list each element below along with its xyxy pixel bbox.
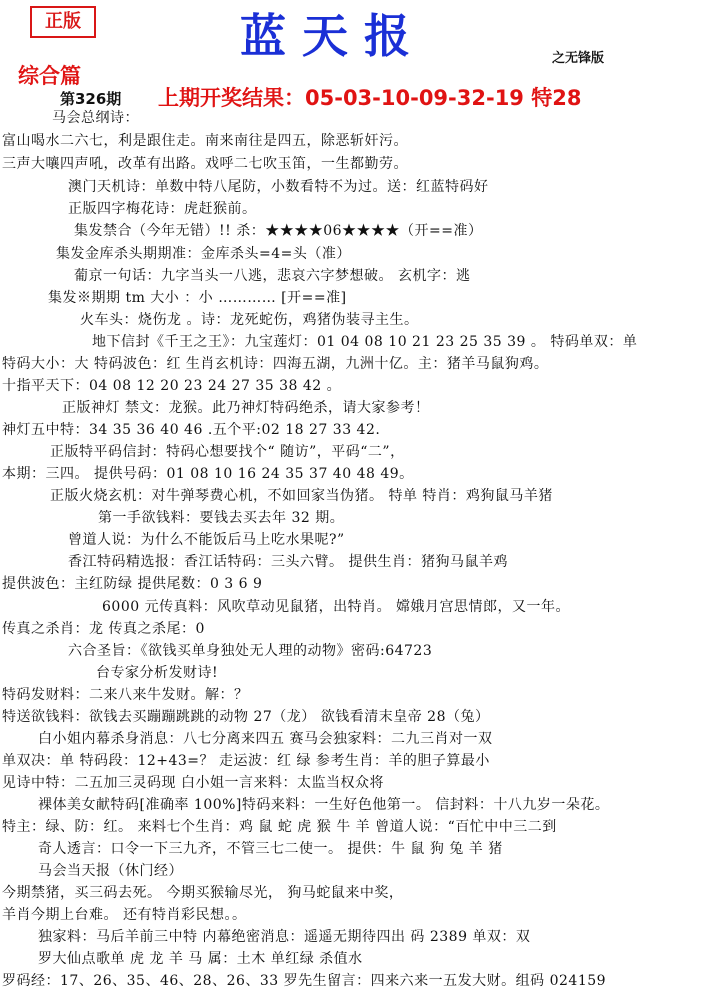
text-line: 三声大嚷四声吼，改革有出路。戏呼二七吹玉笛，一生都勤劳。 [2, 156, 408, 172]
text-line: 香江特码精选报：香江话特码：三头六臂。 提供生肖：猪狗马鼠羊鸡 [68, 554, 508, 570]
text-line: 单双决：单 特码段：12+43=？ 走运波：红 绿 参考生肖：羊的胆子算最小 [2, 753, 490, 769]
text-line: 集发※期期 tm 大小 ：小 ………… [开==准] [48, 290, 347, 306]
text-line: 十指平天下：04 08 12 20 23 24 27 35 38 42 。 [2, 378, 342, 394]
text-line: 六合圣旨：《欲钱买单身独处无人理的动物》密码:64723 [68, 643, 433, 659]
text-line: 正版特平码信封：特码心想要找个“ 随访”，平码“二”， [50, 444, 405, 460]
text-line: 葡京一句话：九字当头一八逃，悲哀六字梦想破。 玄机字：逃 [74, 268, 471, 284]
section-title: 综合篇 [18, 64, 81, 88]
text-line: 传真之杀肖：龙 传真之杀尾：0 [2, 621, 205, 637]
text-line: 罗码经：17、26、35、46、28、26、33 罗先生留言：四来六来一五发大财。组码 024159 [2, 973, 607, 989]
text-line: 集发金库杀头期期准：金库杀头=4=头（准） [56, 246, 351, 262]
newspaper-title: 蓝天报 [240, 9, 426, 63]
text-line: 特码发财料：二来八来牛发财。解：？ [2, 687, 249, 703]
text-line: 正版火烧玄机：对牛弹琴费心机，不如回家当伪猪。 特单 特肖：鸡狗鼠马羊猪 [50, 488, 553, 504]
text-line: 提供波色：主红防绿 提供尾数：0 3 6 9 [2, 576, 263, 592]
text-line: 富山喝水二六七，利是跟住走。南来南往是四五，除恶斩奸污。 [2, 133, 408, 149]
text-line: 今期禁猪，买三码去死。 今期买猴输尽光， 狗马蛇鼠来中奖， [2, 885, 404, 901]
text-line: 火车头：烧伤龙 。诗：龙死蛇伤，鸡猪伪装寻主生。 [80, 312, 419, 328]
text-line: 曾道人说：为什么不能饭后马上吃水果呢?” [68, 532, 345, 548]
text-line: 特送欲钱料：欲钱去买蹦蹦跳跳的动物 27（龙） 欲钱看清末皇帝 28（兔） [2, 709, 490, 725]
text-line: 马会总纲诗： [52, 110, 139, 126]
edition-label: 之无锋版 [552, 51, 605, 66]
text-line: 见诗中特：二五加三灵码现 白小姐一言来料：太监当权众将 [2, 775, 384, 791]
text-line: 独家料：马后羊前三中特 内幕绝密消息：遥遥无期待四出 码 2389 单双：双 [38, 929, 531, 945]
text-line: 神灯五中特：34 35 36 40 46 .五个平:02 18 27 33 42. [2, 422, 381, 438]
text-line: 台专家分析发财诗! [96, 665, 219, 681]
text-line: 奇人透言：口令一下三九齐，不管三七二使一。 提供：牛 鼠 狗 兔 羊 猪 [38, 841, 503, 857]
last-draw-result: 上期开奖结果：05-03-10-09-32-19 特28 [158, 86, 582, 110]
text-line: 特码大小：大 特码波色：红 生肖玄机诗：四海五湖，九洲十亿。主：猪羊马鼠狗鸡。 [2, 356, 549, 372]
text-line: 正版四字梅花诗：虎赶猴前。 [68, 201, 257, 217]
text-line: 本期：三四。 提供号码：01 08 10 16 24 35 37 40 48 49。 [2, 466, 414, 482]
text-line: 6000 元传真料：风吹草动见鼠猪，出特肖。 嫦娥月宫思情郎，又一年。 [102, 599, 571, 615]
text-line: 集发禁合（今年无错）!! 杀：★★★★06★★★★（开==准） [74, 223, 483, 239]
text-line: 羊肖今期上台难。 还有特肖彩民想。。 [2, 907, 247, 923]
issue-number: 第326期 [60, 90, 122, 108]
text-line: 地下信封《千王之王》：九宝莲灯：01 04 08 10 21 23 25 35 39 。 特码单双：单 [92, 334, 638, 350]
text-line: 正版神灯 禁文：龙猴。此乃神灯特码绝杀，请大家参考！ [62, 400, 430, 416]
text-line: 特主：绿、防：红。 来料七个生肖：鸡 鼠 蛇 虎 猴 牛 羊 曾道人说：“百忙中中三二到 [2, 819, 557, 835]
text-line: 澳门天机诗：单数中特八尾防，小数看特不为过。送：红蓝特码好 [68, 179, 489, 195]
text-line: 白小姐内幕杀身消息：八七分离来四五 赛马会独家料：二九三肖对一双 [38, 731, 493, 747]
text-line: 罗大仙点歌单 虎 龙 羊 马 属：土木 单红绿 杀值水 [38, 951, 363, 967]
text-line: 裸体美女献特码[准确率 100%]特码来料：一生好色他第一。 信封料：十八九岁一朵花。 [38, 797, 610, 813]
text-line: 第一手欲钱料：要钱去买去年 32 期。 [98, 510, 345, 526]
text-line: 马会当天报（休门经） [38, 863, 183, 879]
edition-badge: 正版 [30, 6, 96, 38]
